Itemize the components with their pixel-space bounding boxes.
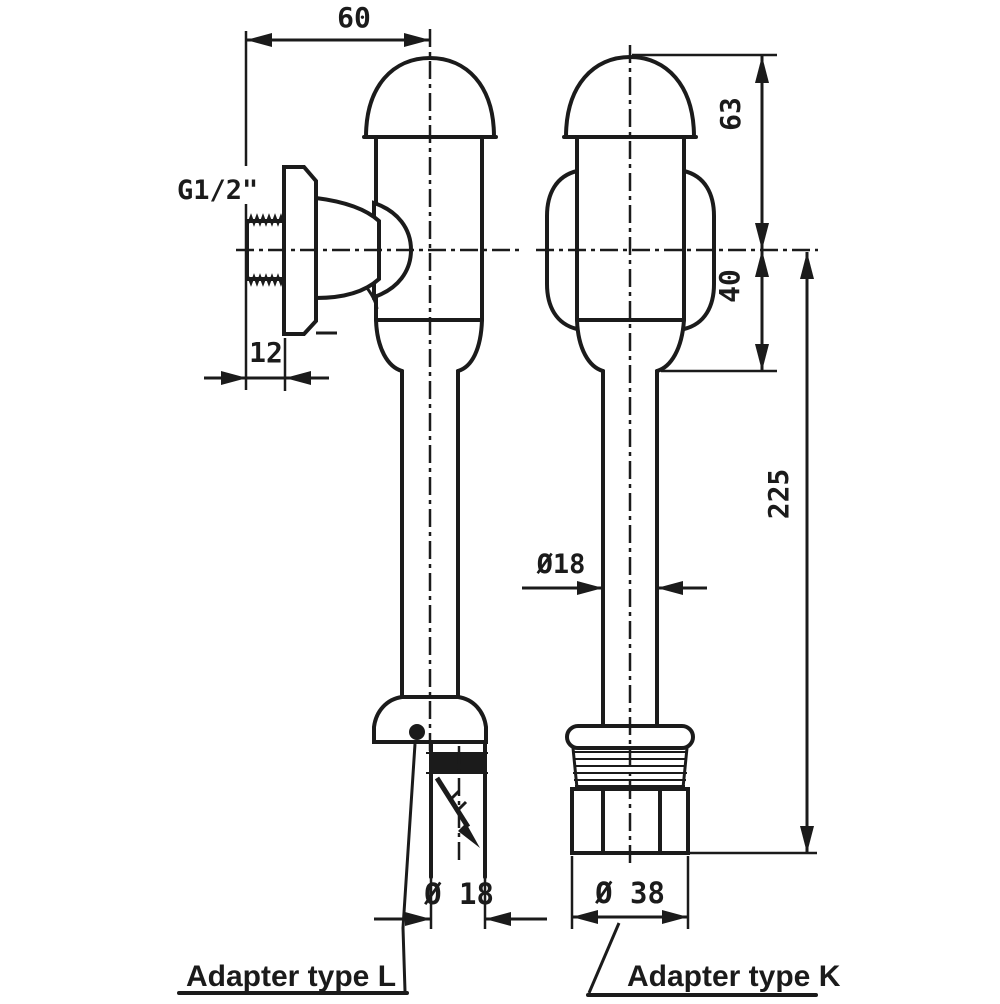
dim-pipe-dia-text: Ø18 [536, 549, 586, 580]
left-bell-pivot-dot [409, 724, 425, 740]
adapter-l-label-group [179, 744, 415, 993]
dim-40-text: 40 [713, 269, 746, 303]
dimension-adapter-k-dia [572, 856, 688, 929]
right-bowl-right [657, 320, 684, 371]
adapter-k-label-group [588, 923, 841, 995]
right-bowl-left [577, 320, 603, 371]
dim-g12-text: G1/2" [177, 175, 259, 206]
dim-12-text: 12 [249, 336, 283, 369]
left-port-neck [316, 198, 379, 298]
dimension-60 [246, 1, 430, 390]
dimension-12 [204, 336, 329, 391]
left-bowl-right [458, 320, 482, 371]
dim-60-text: 60 [337, 1, 371, 34]
dimension-225 [688, 252, 817, 853]
adapter-l-leader [403, 744, 415, 991]
dimension-adapter-l-dia [374, 877, 547, 929]
adapter-k-leader [589, 923, 619, 993]
adapter-k-label: Adapter type K [627, 960, 841, 993]
left-bowl-left [376, 320, 402, 371]
dim-63-text: 63 [714, 97, 747, 131]
dim-225-text: 225 [762, 468, 795, 520]
adapter-l-flow-arrowhead [458, 823, 480, 848]
adapter-l-flow-arrow-shaft [437, 778, 468, 827]
dimension-pipe-dia [522, 549, 707, 595]
dim-adapter-l-dia-text: Ø 18 [424, 877, 494, 911]
centerlines [236, 29, 818, 868]
adapter-l-label: Adapter type L [186, 960, 397, 993]
dimension-g12 [177, 175, 258, 206]
dim-adapter-k-dia-text: Ø 38 [595, 876, 665, 910]
